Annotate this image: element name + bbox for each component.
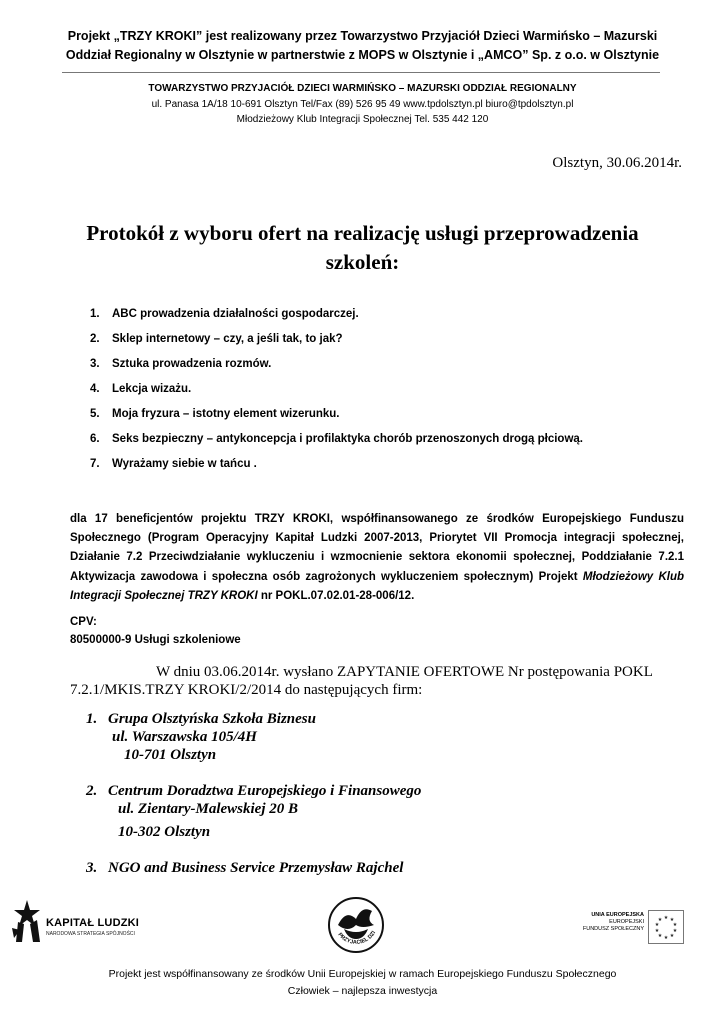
list-item xyxy=(70,355,583,380)
eu-fund-label xyxy=(540,912,644,933)
firm-street: ul. Warszawska 105/4H xyxy=(112,729,257,745)
firm-number: 3. xyxy=(86,860,98,876)
inquiry-intro-line-2: 7.2.1/MKIS.TRZY KROKI/2/2014 do następujących firm: xyxy=(70,682,423,698)
tpd-emblem-icon xyxy=(326,895,386,955)
svg-text:★: ★ xyxy=(672,922,678,928)
list-item xyxy=(70,430,583,455)
svg-text:★: ★ xyxy=(657,933,663,939)
list-item-text: Sztuka prowadzenia rozmów. xyxy=(112,358,272,370)
list-item xyxy=(86,859,421,877)
document-title-line-2: szkoleń: xyxy=(325,250,400,274)
kapital-ludzki-name: KAPITAŁ LUDZKI xyxy=(46,917,140,929)
tpd-logo xyxy=(326,895,386,955)
list-item xyxy=(70,380,583,405)
eu-flag-icon xyxy=(648,910,684,944)
project-header-line-1: Projekt „TRZY KROKI” jest realizowany przez Towarzystwo Przyjaciół Dzieci Warmińsko – Mazurski xyxy=(67,29,658,43)
list-item-number: 6. xyxy=(90,433,100,445)
firm-name: Grupa Olsztyńska Szkoła Biznesu xyxy=(108,711,316,727)
firm-name: NGO and Business Service Przemysław Rajchel xyxy=(108,860,404,876)
inquiry-intro xyxy=(70,663,684,699)
firm-street: ul. Zientary-Malewskiej 20 B xyxy=(118,801,298,817)
list-item-number: 1. xyxy=(90,308,100,320)
list-item-text: Lekcja wizażu. xyxy=(112,383,192,395)
tpd-logo-text: PRZYJACIEL DZI xyxy=(336,930,378,946)
list-item-text: Moja fryzura – istotny element wizerunku. xyxy=(112,408,340,420)
eu-title: UNIA EUROPEJSKA xyxy=(591,912,644,918)
list-item-number: 7. xyxy=(90,458,100,470)
list-item xyxy=(86,782,421,841)
eu-line-3: FUNDUSZ SPOŁECZNY xyxy=(582,926,644,932)
project-header-line-2: Oddział Regionalny w Olsztynie w partnerstwie z MOPS w Olsztynie i „AMCO” Sp. z o.o. w Olsztynie xyxy=(65,48,660,62)
inquiry-intro-line-1: W dniu 03.06.2014r. wysłano ZAPYTANIE OFERTOWE Nr postępowania POKL xyxy=(156,664,653,680)
svg-text:★: ★ xyxy=(669,917,675,923)
firm-number: 2. xyxy=(86,783,98,799)
training-topics-list xyxy=(70,305,583,480)
beneficiaries-paragraph xyxy=(70,510,684,606)
list-item xyxy=(70,330,583,355)
project-header xyxy=(40,27,685,65)
firms-list xyxy=(86,710,421,895)
firm-city: 10-701 Olsztyn xyxy=(124,747,217,763)
list-item-number: 5. xyxy=(90,408,100,420)
document-title xyxy=(60,219,665,277)
svg-text:★: ★ xyxy=(654,922,660,928)
cpv-code: 80500000-9 Usługi szkoleniowe xyxy=(70,634,241,646)
header-divider xyxy=(62,72,660,73)
cpv-block xyxy=(70,613,241,649)
list-item xyxy=(70,455,583,480)
svg-text:★: ★ xyxy=(654,928,660,934)
firm-city: 10-302 Olsztyn xyxy=(118,824,211,840)
page-footer xyxy=(40,966,685,1000)
svg-text:★: ★ xyxy=(657,917,663,923)
list-item-number: 4. xyxy=(90,383,100,395)
paragraph-text-2: nr POKL.07.02.01-28-006/12. xyxy=(257,589,415,602)
kapital-ludzki-figure-icon xyxy=(10,898,44,946)
svg-text:★: ★ xyxy=(669,933,675,939)
paragraph-project-name: Młodzieżowy Klub Integracji Społecznej TRZY KROKI xyxy=(70,570,684,602)
svg-text:★: ★ xyxy=(663,935,669,941)
cpv-label: CPV: xyxy=(70,616,97,628)
organization-name: TOWARZYSTWO PRZYJACIÓŁ DZIECI WARMIŃSKO – MAZURSKI ODDZIAŁ REGIONALNY xyxy=(148,83,577,94)
document-date: Olsztyn, 30.06.2014r. xyxy=(552,155,682,171)
footer-line-2: Człowiek – najlepsza inwestycja xyxy=(287,985,438,997)
organization-club: Młodzieżowy Klub Integracji Społecznej Tel. 535 442 120 xyxy=(236,114,489,125)
kapital-ludzki-logo xyxy=(10,898,160,948)
organization-info xyxy=(60,81,665,128)
eu-line-2: EUROPEJSKI xyxy=(609,919,644,925)
list-item xyxy=(86,710,421,764)
list-item-text: Wyrażamy siebie w tańcu . xyxy=(112,458,257,470)
footer-line-1: Projekt jest współfinansowany ze środków Unii Europejskiej w ramach Europejskiego Funduszu Społecznego xyxy=(108,968,617,980)
firm-name: Centrum Doradztwa Europejskiego i Finansowego xyxy=(108,783,422,799)
list-item-number: 3. xyxy=(90,358,100,370)
list-item-text: Sklep internetowy – czy, a jeśli tak, to jak? xyxy=(112,333,343,345)
document-title-line-1: Protokół z wyboru ofert na realizację usługi przeprowadzenia xyxy=(86,221,639,245)
list-item xyxy=(70,305,583,330)
firm-number: 1. xyxy=(86,711,98,727)
list-item-text: Seks bezpieczny – antykoncepcja i profilaktyka chorób przenoszonych drogą płciową. xyxy=(112,433,583,445)
organization-address: ul. Panasa 1A/18 10-691 Olsztyn Tel/Fax (89) 526 95 49 www.tpdolsztyn.pl biuro@tpdolsztyn.pl xyxy=(151,98,574,110)
list-item xyxy=(70,405,583,430)
kapital-ludzki-subtitle: NARODOWA STRATEGIA SPÓJNOŚCI xyxy=(46,931,135,937)
list-item-number: 2. xyxy=(90,333,100,345)
list-item-text: ABC prowadzenia działalności gospodarczej. xyxy=(112,308,359,320)
svg-text:★: ★ xyxy=(672,928,678,934)
paragraph-text-1: dla 17 beneficjentów projektu TRZY KROKI, współfinansowanego ze środków Europejskiego Funduszu Społecznego (Program Operacyjny Kapitał Ludzki 2007-2013, Priorytet VII Promocja integracji społecznej, Działanie 7.2 Przeciwdziałanie wykluczeniu i wzmocnienie sektora ekonomii społecznej, Poddziałanie 7.2.1 Aktywizacja zawodowa i społeczna osób zagrożonych wykluczeniem społecznym) Projekt xyxy=(70,513,684,583)
svg-text:★: ★ xyxy=(663,915,669,921)
